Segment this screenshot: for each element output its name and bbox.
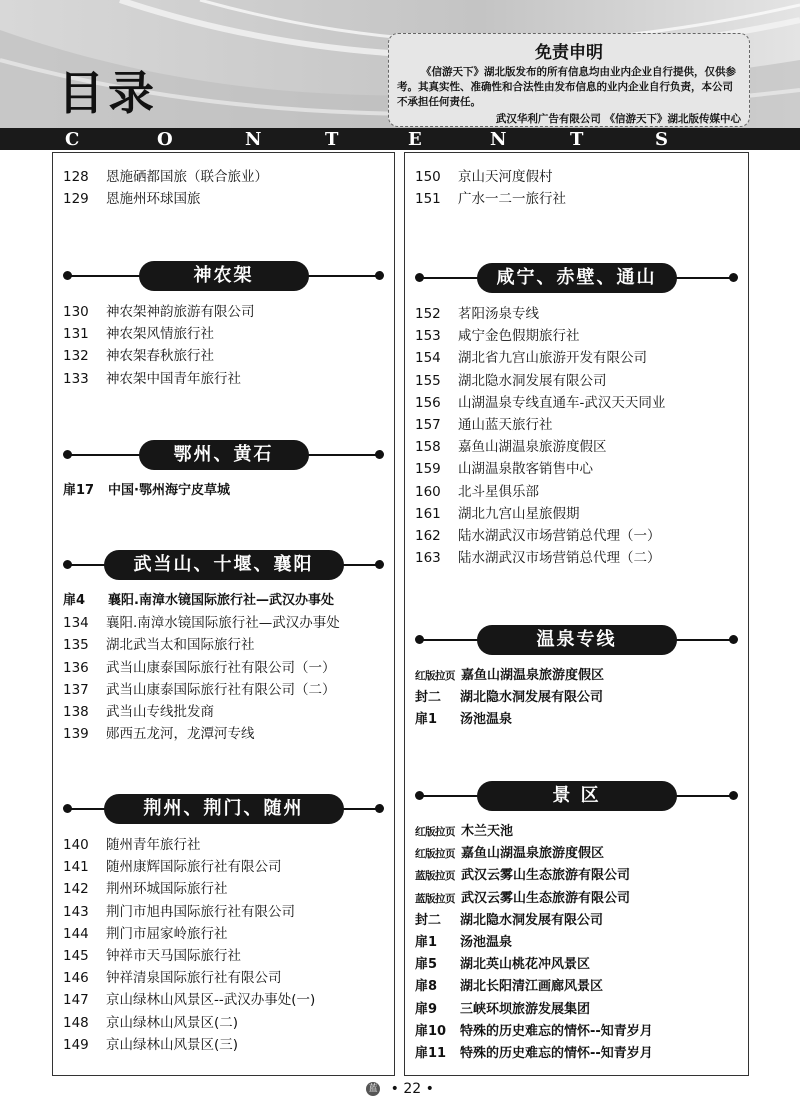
section-title: 咸宁、赤壁、通山 bbox=[477, 263, 677, 293]
section-title: 武当山、十堰、襄阳 bbox=[104, 550, 344, 580]
toc-entry-title: 特殊的历史难忘的情怀--知青岁月 bbox=[460, 1046, 653, 1061]
section-dot-right bbox=[375, 450, 384, 459]
toc-entry-title: 随州青年旅行社 bbox=[106, 837, 201, 853]
section-dot-left bbox=[63, 271, 72, 280]
toc-entry-title: 武汉云雾山生态旅游有限公司 bbox=[461, 890, 631, 906]
disclaimer-signature: 武汉华利广告有限公司 《信游天下》湖北版传媒中心 bbox=[495, 113, 741, 125]
toc-entry-title: 嘉鱼山湖温泉旅游度假区 bbox=[461, 668, 605, 683]
toc-page-number: 152 bbox=[415, 306, 441, 322]
toc-entry-title: 山湖温泉散客销售中心 bbox=[458, 461, 593, 478]
section-dot-right bbox=[375, 804, 384, 813]
section-dot-left bbox=[63, 804, 72, 813]
toc-entry bbox=[415, 912, 603, 930]
toc-entry-title: 神农架神韵旅游有限公司 bbox=[106, 304, 255, 320]
toc-entry bbox=[63, 592, 334, 610]
toc-entry-title: 木兰天池 bbox=[461, 824, 514, 839]
toc-page-number: 160 bbox=[415, 483, 441, 500]
toc-entry bbox=[63, 347, 214, 365]
toc-page-number: 扉9 bbox=[415, 1001, 438, 1017]
toc-entry-title: 荆门市旭冉国际旅行社有限公司 bbox=[106, 903, 295, 920]
toc-entry bbox=[415, 438, 607, 456]
toc-entry-title: 北斗星俱乐部 bbox=[458, 483, 539, 500]
toc-page-number: 封二 bbox=[415, 690, 442, 706]
section-dot-right bbox=[729, 273, 738, 282]
toc-page-number: 148 bbox=[63, 1014, 89, 1031]
toc-page-number: 144 bbox=[63, 925, 89, 942]
toc-page-number: 153 bbox=[415, 328, 441, 345]
toc-page-number: 151 bbox=[415, 191, 441, 208]
section-header bbox=[53, 550, 394, 580]
toc-entry bbox=[63, 1036, 238, 1054]
toc-entry bbox=[415, 934, 512, 952]
toc-entry bbox=[63, 303, 255, 321]
toc-entry-title: 广水一二一旅行社 bbox=[458, 191, 566, 208]
section-dot-right bbox=[729, 635, 738, 644]
toc-page-number: 扉10 bbox=[415, 1023, 447, 1039]
toc-page-number: 133 bbox=[63, 370, 89, 387]
toc-page-number: 蓝版拉页 bbox=[415, 870, 455, 883]
toc-entry-title: 汤池温泉 bbox=[460, 712, 513, 728]
toc-page-number: 150 bbox=[415, 169, 441, 185]
toc-entry bbox=[63, 903, 295, 921]
toc-entry-title: 钟祥市天马国际旅行社 bbox=[106, 948, 241, 964]
toc-entry-title: 中国·鄂州海宁皮草城 bbox=[108, 483, 230, 498]
section-dot-right bbox=[729, 791, 738, 800]
toc-entry bbox=[415, 890, 630, 908]
toc-page-number: 155 bbox=[415, 372, 441, 389]
toc-page-number: 扉8 bbox=[415, 979, 438, 995]
toc-entry bbox=[415, 867, 630, 885]
toc-entry-title: 神农架中国青年旅行社 bbox=[106, 370, 241, 387]
toc-entry bbox=[415, 1001, 590, 1019]
contents-letter: C bbox=[65, 129, 80, 150]
section-dot-left bbox=[415, 635, 424, 644]
toc-page-number: 138 bbox=[63, 704, 89, 720]
toc-page-number: 156 bbox=[415, 394, 441, 411]
toc-page-number: 封二 bbox=[415, 912, 442, 928]
footer-badge: 蓝 bbox=[366, 1082, 380, 1096]
toc-page-number: 159 bbox=[415, 461, 441, 478]
toc-entry-title: 神农架风情旅行社 bbox=[106, 326, 214, 343]
toc-page-number: 扉17 bbox=[63, 483, 95, 498]
toc-page-number: 红版拉页 bbox=[415, 848, 455, 861]
toc-entry bbox=[63, 991, 315, 1009]
toc-entry bbox=[63, 880, 228, 898]
page-header bbox=[0, 0, 800, 150]
contents-letter: S bbox=[655, 129, 668, 150]
contents-letter: N bbox=[490, 129, 507, 150]
toc-entry bbox=[415, 1045, 653, 1063]
toc-page-number: 139 bbox=[63, 726, 89, 743]
toc-entry-title: 京山天河度假村 bbox=[458, 169, 553, 185]
toc-entry-title: 武当山专线批发商 bbox=[106, 704, 214, 720]
toc-page-number: 142 bbox=[63, 881, 89, 898]
toc-page-number: 157 bbox=[415, 417, 441, 433]
contents-letter: T bbox=[570, 129, 584, 150]
toc-page-number: 129 bbox=[63, 191, 89, 208]
section-dot-right bbox=[375, 271, 384, 280]
toc-entry bbox=[415, 349, 647, 367]
toc-entry bbox=[415, 978, 603, 996]
toc-entry-title: 湖北长阳清江画廊风景区 bbox=[460, 979, 604, 995]
toc-entry bbox=[415, 956, 590, 974]
section-title: 景 区 bbox=[477, 781, 677, 811]
toc-page-number: 128 bbox=[63, 169, 89, 185]
toc-page-number: 132 bbox=[63, 348, 89, 365]
section-dot-left bbox=[415, 273, 424, 282]
toc-entry-title: 汤池温泉 bbox=[460, 935, 513, 950]
toc-page-number: 161 bbox=[415, 505, 441, 522]
toc-entry-title: 襄阳.南漳水镜国际旅行社—武汉办事处 bbox=[108, 593, 334, 608]
toc-page-number: 134 bbox=[63, 615, 89, 632]
toc-entry-title: 襄阳.南漳水镜国际旅行社—武汉办事处 bbox=[106, 615, 340, 632]
page-number: • 22 • bbox=[390, 1081, 434, 1097]
toc-page-number: 红版拉页 bbox=[415, 826, 455, 838]
toc-entry bbox=[415, 845, 604, 863]
toc-entry-title: 京山绿林山风景区--武汉办事处(一) bbox=[106, 992, 316, 1009]
toc-entry-title: 恩施州环球国旅 bbox=[106, 191, 201, 208]
toc-entry-title: 荆州环城国际旅行社 bbox=[106, 881, 228, 898]
toc-page-number: 158 bbox=[415, 439, 441, 456]
toc-entry-title: 郧西五龙河，龙潭河专线 bbox=[106, 726, 255, 743]
toc-entry bbox=[415, 667, 604, 685]
toc-entry bbox=[63, 836, 201, 854]
toc-entry bbox=[415, 689, 603, 707]
toc-entry bbox=[415, 394, 665, 412]
toc-entry bbox=[415, 823, 513, 841]
toc-entry bbox=[63, 325, 214, 343]
toc-entry bbox=[63, 614, 340, 632]
toc-entry bbox=[415, 327, 580, 345]
toc-page-number: 136 bbox=[63, 659, 89, 676]
toc-page-number: 162 bbox=[415, 528, 441, 544]
toc-entry bbox=[63, 190, 201, 208]
toc-entry bbox=[63, 858, 282, 876]
toc-page-number: 140 bbox=[63, 837, 89, 853]
toc-entry-title: 湖北武当太和国际旅行社 bbox=[106, 637, 255, 654]
toc-entry-title: 武当山康泰国际旅行社有限公司（一） bbox=[106, 659, 336, 676]
toc-entry bbox=[63, 725, 255, 743]
toc-entry bbox=[415, 1023, 653, 1041]
toc-page-number: 131 bbox=[63, 326, 89, 343]
contents-letter: O bbox=[157, 129, 173, 150]
toc-entry-title: 湖北隐水洞发展有限公司 bbox=[460, 690, 604, 706]
section-title: 荆州、荆门、随州 bbox=[104, 794, 344, 824]
toc-entry-title: 武汉云雾山生态旅游有限公司 bbox=[461, 868, 631, 884]
toc-entry bbox=[63, 947, 241, 965]
section-dot-left bbox=[63, 560, 72, 569]
toc-page-number: 扉1 bbox=[415, 935, 438, 950]
toc-page-number: 146 bbox=[63, 970, 89, 987]
disclaimer-body: 《信游天下》湖北版发布的所有信息均由业内企业自行提供，仅供参考。其真实性、准确性和合法性由发布信息的业内企业自行负责，本公司不承担任何责任。 bbox=[397, 66, 736, 108]
toc-page-number: 143 bbox=[63, 903, 89, 920]
toc-entry bbox=[415, 190, 566, 208]
toc-page-number: 154 bbox=[415, 350, 441, 367]
toc-entry bbox=[415, 527, 661, 545]
toc-entry-title: 特殊的历史难忘的情怀--知青岁月 bbox=[460, 1023, 653, 1039]
page-footer bbox=[0, 1081, 800, 1097]
toc-page-number: 141 bbox=[63, 859, 89, 876]
toc-entry bbox=[415, 505, 580, 523]
toc-entry-title: 恩施硒都国旅（联合旅业） bbox=[106, 169, 268, 185]
disclaimer-box bbox=[388, 33, 750, 127]
toc-entry-title: 陆水湖武汉市场营销总代理（一） bbox=[458, 528, 661, 544]
toc-entry-title: 湖北省九宫山旅游开发有限公司 bbox=[458, 350, 647, 367]
section-header bbox=[53, 794, 394, 824]
toc-page-number: 扉4 bbox=[63, 593, 86, 608]
section-dot-left bbox=[415, 791, 424, 800]
toc-entry-title: 京山绿林山风景区(三) bbox=[106, 1036, 239, 1053]
toc-entry-title: 京山绿林山风景区(二) bbox=[106, 1014, 239, 1031]
toc-entry-title: 陆水湖武汉市场营销总代理（二） bbox=[458, 550, 661, 567]
toc-entry-title: 通山蓝天旅行社 bbox=[458, 417, 553, 433]
toc-page-number: 130 bbox=[63, 304, 89, 320]
section-header bbox=[405, 781, 748, 811]
toc-entry-title: 湖北英山桃花冲风景区 bbox=[460, 957, 591, 973]
section-dot-left bbox=[63, 450, 72, 459]
toc-entry bbox=[415, 372, 607, 390]
toc-entry bbox=[63, 168, 268, 186]
toc-entry bbox=[63, 659, 336, 677]
toc-page-number: 163 bbox=[415, 550, 441, 567]
toc-entry-title: 山湖温泉专线直通车-武汉天天同业 bbox=[458, 394, 666, 411]
contents-letter: E bbox=[408, 129, 422, 150]
toc-page-number: 147 bbox=[63, 992, 89, 1009]
toc-page-number: 蓝版拉页 bbox=[415, 892, 455, 905]
contents-letter: N bbox=[245, 129, 262, 150]
right-column bbox=[404, 152, 749, 1076]
toc-entry-title: 嘉鱼山湖温泉旅游度假区 bbox=[458, 439, 607, 456]
toc-page-number: 红版拉页 bbox=[415, 670, 455, 682]
toc-page-number: 扉5 bbox=[415, 957, 438, 973]
toc-entry bbox=[63, 636, 255, 654]
toc-entry bbox=[415, 168, 553, 186]
toc-page-number: 145 bbox=[63, 948, 89, 964]
toc-entry bbox=[63, 681, 336, 699]
section-header bbox=[405, 263, 748, 293]
toc-entry bbox=[63, 969, 282, 987]
toc-page-number: 扉1 bbox=[415, 712, 438, 728]
left-column bbox=[52, 152, 395, 1076]
contents-bar bbox=[0, 128, 800, 150]
page-title: 目录 bbox=[58, 66, 158, 120]
toc-entry bbox=[415, 483, 539, 501]
section-title: 鄂州、黄石 bbox=[139, 440, 309, 470]
toc-entry bbox=[415, 416, 553, 434]
toc-entry bbox=[63, 482, 230, 500]
toc-entry bbox=[63, 925, 228, 943]
toc-entry-title: 湖北隐水洞发展有限公司 bbox=[460, 912, 604, 928]
toc-entry-title: 三峡环坝旅游发展集团 bbox=[460, 1001, 591, 1017]
toc-page-number: 149 bbox=[63, 1036, 89, 1053]
toc-entry-title: 湖北九宫山星旅假期 bbox=[458, 505, 580, 522]
toc-entry bbox=[415, 549, 661, 567]
section-header bbox=[53, 440, 394, 470]
contents-letter: T bbox=[325, 129, 339, 150]
toc-entry bbox=[63, 1014, 238, 1032]
toc-entry bbox=[415, 460, 593, 478]
toc-page-number: 137 bbox=[63, 681, 89, 698]
section-title: 温泉专线 bbox=[477, 625, 677, 655]
section-title: 神农架 bbox=[139, 261, 309, 291]
toc-entry-title: 武当山康泰国际旅行社有限公司（二） bbox=[106, 681, 336, 698]
toc-entry-title: 湖北隐水洞发展有限公司 bbox=[458, 372, 607, 389]
toc-page-number: 扉11 bbox=[415, 1046, 447, 1061]
toc-entry-title: 茗阳汤泉专线 bbox=[458, 306, 539, 322]
section-header bbox=[405, 625, 748, 655]
toc-entry bbox=[415, 711, 512, 729]
toc-entry-title: 钟祥清泉国际旅行社有限公司 bbox=[106, 970, 282, 987]
toc-entry-title: 随州康辉国际旅行社有限公司 bbox=[106, 859, 282, 876]
disclaimer-title: 免责申明 bbox=[535, 43, 603, 63]
section-dot-right bbox=[375, 560, 384, 569]
toc-entry-title: 咸宁金色假期旅行社 bbox=[458, 328, 580, 345]
toc-entry bbox=[415, 305, 539, 323]
toc-page-number: 135 bbox=[63, 637, 89, 654]
section-header bbox=[53, 261, 394, 291]
toc-entry-title: 嘉鱼山湖温泉旅游度假区 bbox=[461, 846, 605, 862]
toc-entry-title: 神农架春秋旅行社 bbox=[106, 348, 214, 365]
toc-entry-title: 荆门市屈家岭旅行社 bbox=[106, 925, 228, 942]
toc-entry bbox=[63, 703, 214, 721]
toc-entry bbox=[63, 370, 241, 388]
